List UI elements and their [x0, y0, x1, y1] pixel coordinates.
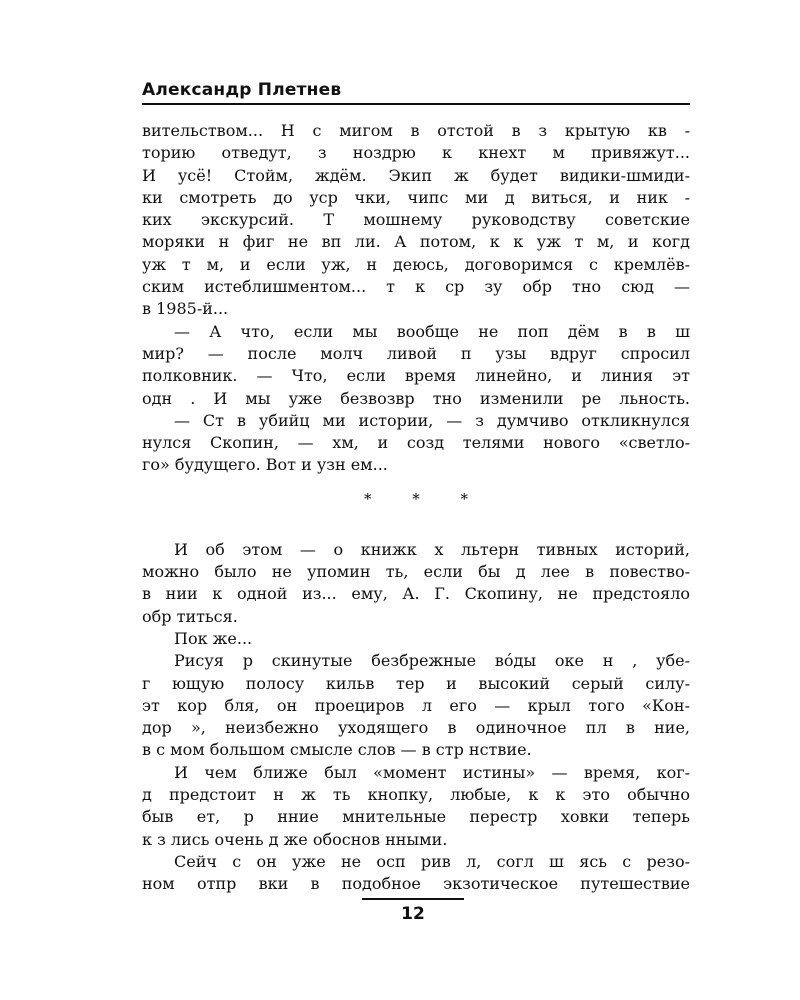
text-line: одн . И мы уже безвозвр тно изменили ре льность.	[142, 388, 690, 408]
text-line: И чем ближе был «момент истины» — время, ког-	[174, 762, 690, 782]
text-line: торию отведут, з ноздрю к кнехт м привяжут...	[142, 143, 690, 163]
text-line: быв ет, р нние мнительные перестр ховки теперь	[142, 807, 690, 827]
text-line: можно было не упомин ть, если бы д лее в повество-	[142, 562, 690, 582]
text-line: моряки н фиг не вп ли. А потом, к к уж т м, и когд	[142, 232, 690, 252]
text-line: в с мом большом смысле слов — в стр нствие.	[142, 740, 532, 760]
text-line: к з лись очень д же обоснов нными.	[142, 829, 448, 849]
text-line: уж т м, и если уж, н деюсь, договоримся с кремлёв-	[142, 254, 690, 274]
text-line: — Ст в убийц ми истории, — з думчиво откликнулся	[174, 410, 690, 430]
text-line: ки смотреть до уср чки, чипс ми д виться, и ник -	[142, 187, 690, 207]
text-line: дор », неизбежно уходящего в одиночное пл в ние,	[142, 718, 690, 738]
text-line: го» будущего. Вот и узн ем...	[142, 455, 388, 475]
text-line: д предстоит н ж ть кнопку, любые, к к это обычно	[142, 785, 690, 805]
text-line: И об этом — о книжк х льтерн тивных историй,	[174, 539, 690, 559]
text-line: в нии к одной из... ему, А. Г. Скопину, не предстояло	[142, 584, 690, 604]
text-line: Пок же...	[174, 628, 253, 648]
header-rule	[142, 103, 690, 105]
page-text	[142, 120, 690, 896]
text-line: ским истеблишментом... т к ср зу обр тно сюд —	[142, 277, 690, 297]
text-line: ких экскурсий. Т мошнему руководству советские	[142, 210, 690, 230]
text-line: Рисуя р скинутые безбрежные вóды оке н , убе-	[174, 651, 690, 671]
section-separator: * * *	[363, 489, 487, 508]
text-line: ном отпр вки в подобное экзотическое путешествие	[142, 874, 690, 894]
text-line: полковник. — Что, если время линейно, и линия эт	[142, 366, 690, 386]
separator-gap	[142, 521, 690, 539]
text-line: г ющую полосу кильв тер и высокий серый силу-	[142, 673, 690, 693]
text-line: мир? — после молч ливой п узы вдруг спросил	[142, 343, 690, 363]
text-line: — А что, если мы вообще не поп дём в в ш	[174, 321, 690, 341]
text-line: Сейч с он уже не осп рив л, согл ш ясь с резо-	[174, 851, 690, 871]
text-line: в 1985-й...	[142, 299, 229, 319]
text-line: обр титься.	[142, 606, 238, 626]
text-line: эт кор бля, он проециров л его — крыл того «Кон-	[142, 695, 690, 715]
text-line: вительством... Н с мигом в отстой в з крытую кв -	[142, 121, 690, 140]
page-number: 12	[401, 904, 425, 924]
text-line: нулся Скопин, — хм, и созд телями нового «светло-	[142, 433, 690, 453]
text-line: И усё! Стойм, ждём. Экип ж будет видики-шмиди-	[142, 165, 690, 185]
running-head: Александр Плетнев	[142, 80, 342, 100]
footer-rule	[362, 898, 464, 900]
